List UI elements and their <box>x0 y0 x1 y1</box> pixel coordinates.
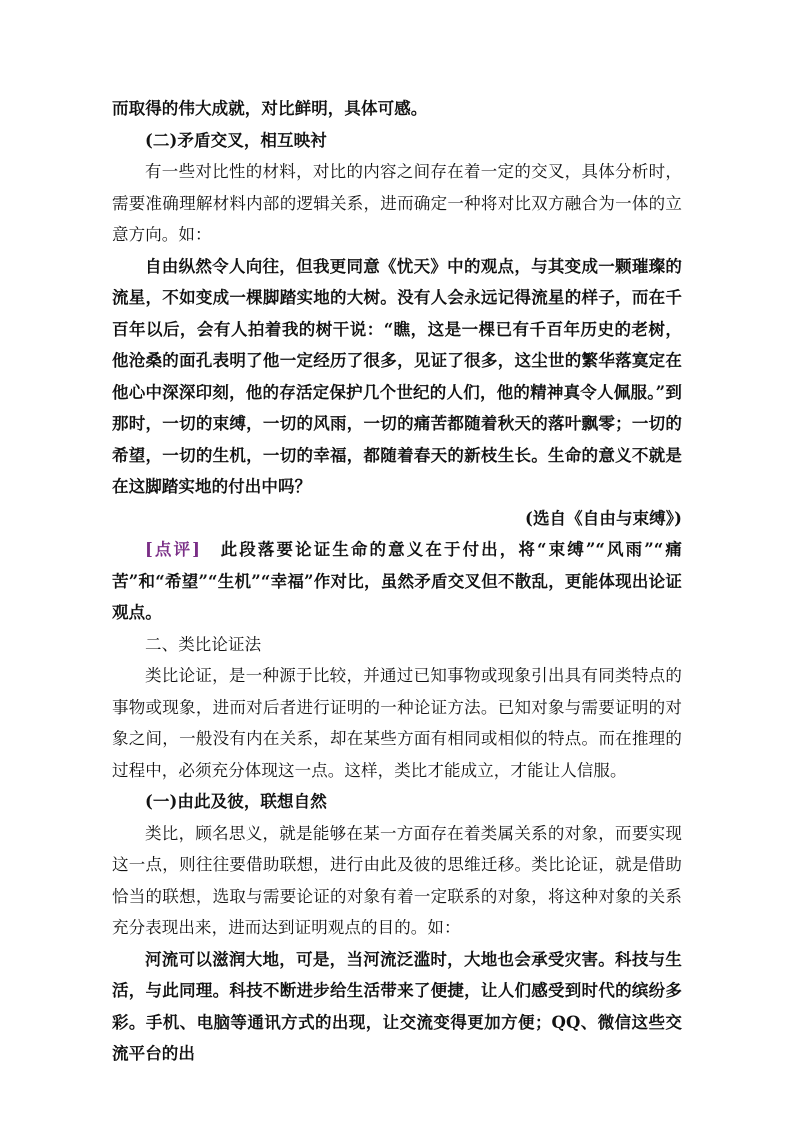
paragraph-analogy-definition: 类比论证，是一种源于比较，并通过已知事物或现象引出具有同类特点的事物或现象，进而对后者进行证明的一种论证方法。已知对象与需要证明的对象之间，一般没有内在关系，却在某些方面有相同或相似的特点。而在推理的过程中，必须充分体现这一点。这样，类比才能成立，才能让人信服。 <box>112 666 682 780</box>
commentary-tag: [点评] <box>145 540 201 559</box>
section-heading-analogy: 二、类比论证法 <box>145 634 262 654</box>
source-citation: (选自《自由与束缚》) <box>525 508 682 528</box>
subheading-association: (一)由此及彼，联想自然 <box>145 792 327 811</box>
commentary-text: 此段落要论证生命的意义在于付出，将“束缚”“风雨”“痛苦”和“希望”“生机”“幸福”作对比，虽然矛盾交叉但不散乱，更能体现出论证观点。 <box>112 540 683 622</box>
commentary-paragraph <box>112 534 682 629</box>
document-page <box>112 93 682 1070</box>
example-passage-river: 河流可以滋润大地，可是，当河流泛滥时，大地也会承受灾害。科技与生活，与此同理。科技不断进步给生活带来了便捷，让人们感受到时代的缤纷多彩。手机、电脑等通讯方式的出现，让交流变得更加方便；QQ、微信这些交流平台的出 <box>112 949 682 1063</box>
paragraph-contrast-intro: 有一些对比性的材料，对比的内容之间存在着一定的交叉，具体分析时，需要准确理解材料内部的逻辑关系，进而确定一种将对比双方融合为一体的立意方向。如： <box>112 162 682 244</box>
example-passage-freedom: 自由纵然令人向往，但我更同意《忧天》中的观点，与其变成一颗璀璨的流星，不如变成一棵脚踏实地的大树。没有人会永远记得流星的样子，而在千百年以后，会有人拍着我的树干说：“瞧，这是一棵已有千百年历史的老树，他沧桑的面孔表明了他一定经历了很多，见证了很多，这尘世的繁华落寞定在他心中深深印刻，他的存活定保护几个世纪的人们，他的精神真令人佩服。”到那时，一切的束缚，一切的风雨，一切的痛苦都随着秋天的落叶飘零；一切的希望，一切的生机，一切的幸福，都随着春天的新枝生长。生命的意义不就是在这脚踏实地的付出中吗？ <box>112 256 682 496</box>
paragraph-continuation: 而取得的伟大成就，对比鲜明，具体可感。 <box>112 99 428 118</box>
paragraph-analogy-explanation: 类比，顾名思义，就是能够在某一方面存在着类属关系的对象，而要实现这一点，则往往要借助联想，进行由此及彼的思维迁移。类比论证，就是借助恰当的联想，选取与需要论证的对象有着一定联系的对象，将这种对象的关系充分表现出来，进而达到证明观点的目的。如： <box>112 823 682 937</box>
subheading-contradiction: (二)矛盾交叉，相互映衬 <box>145 130 327 150</box>
